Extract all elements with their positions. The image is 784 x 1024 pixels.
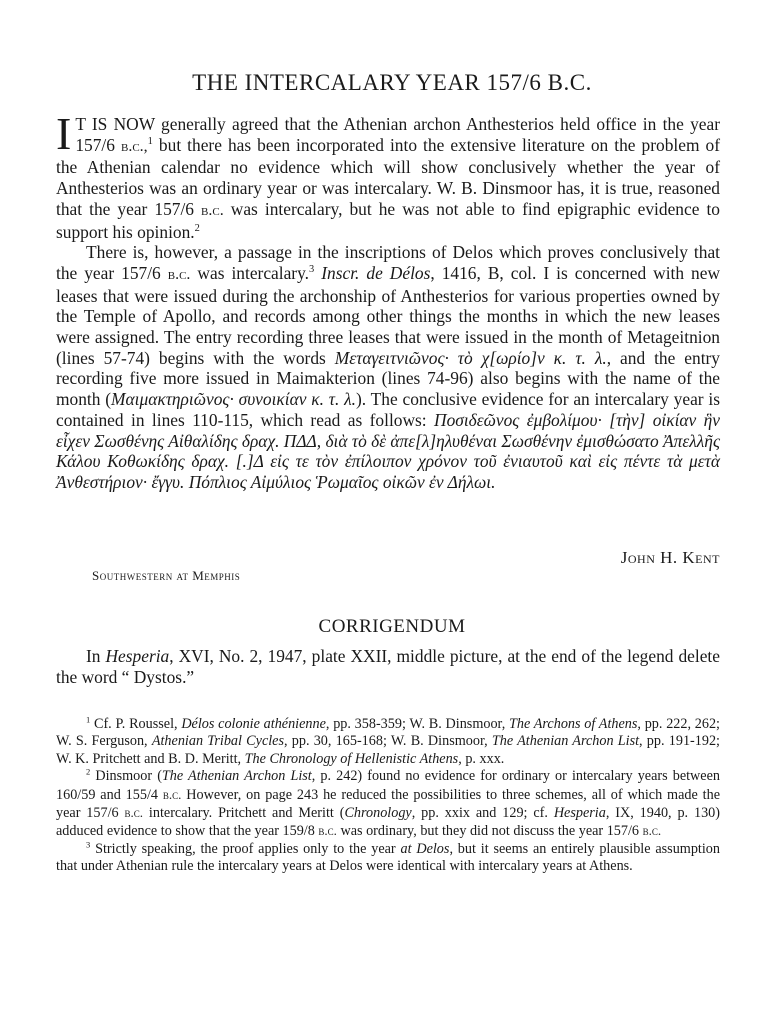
footnote-number: 2 [86,766,91,777]
text-run: , pp. 222, 262; W. S. Ferguson, [56,716,720,750]
journal-title: Hesperia [105,646,170,666]
cited-title: Chronology [344,805,412,822]
text-run: , p. 242) found no evidence for ordinary or intercalary years between 160/59 and 155/4 [56,768,720,803]
footnote-number: 3 [86,839,91,850]
cited-title: The Athenian Archon List [491,733,640,750]
greek-quote: Μαιμακτηριῶνος· συνοικίαν κ. τ. λ. [111,389,357,410]
corrigendum-title: CORRIGENDUM [318,616,466,637]
footnote-ref-3[interactable]: 3 [309,264,315,276]
cited-title: Délos colonie athénienne [181,716,326,732]
era-abbrev: b.c. [124,805,144,821]
text-run: Cf. P. Roussel, [90,716,182,732]
corrigendum-paragraph [56,646,720,688]
text-run: In [86,646,106,666]
corrigendum-body [56,646,720,688]
author-signature: John H. Kent [620,548,720,567]
footnote-2 [56,768,720,841]
text-run: Strictly speaking, the proof applies only to the year [90,840,401,857]
text-run: , pp. xxix and 129; cf. [411,805,554,822]
footnote-number: 1 [86,714,91,725]
greek-quote: Μεταγειτνιῶνος· τὸ χ[ωρίο]ν κ. τ. λ. [334,347,607,368]
text-run: , 1416, B, col. I is concerned with new leases that were issued during the archonship of Anthesterios for various properties owned by the Temple of Apollo, and records among other things the months in which the new leases were assigned. The entry recording three leases that were issued in the month of Metageitnion (lines 57-74) begins with the words [56,262,721,368]
text-run: was intercalary, but he was not able to find epigraphic evidence to support his opinion. [56,198,720,242]
drop-cap: I [56,108,72,159]
article-title: THE INTERCALARY YEAR 157/6 B.C. [192,70,592,95]
era-abbrev: b.c. [318,823,337,839]
cited-title: The Archons of Athens [509,716,638,732]
text-run: , p. xxx. [458,750,505,767]
text-run: ). The conclusive evidence for an intercalary year is contained in lines 110-115, which read as follows: [56,389,720,430]
cited-title: Athenian Tribal Cycles [151,733,284,750]
emphasis: at Delos [400,840,450,857]
footnote-ref-2[interactable]: 2 [194,222,200,234]
text-run: Dinsmoor ( [90,768,162,785]
text-run: , and the entry recording five more issued in Maimakterion (lines 74-96) also begins with the name of the month ( [56,347,721,410]
footnote-3 [56,841,720,876]
text-run: was ordinary, but they did not discuss the year 157/6 [336,823,643,840]
text-run: , pp. 191-192; W. K. Pritchett and B. D. Meritt, [56,733,720,767]
article-body [56,108,721,493]
cited-title: Hesperia [553,805,606,822]
paragraph-1 [56,108,720,242]
era-abbrev: b.c. [162,786,182,802]
text-run: T IS NOW generally agreed that the Athenian archon Anthesterios held office in the year 157/6 [75,114,720,155]
text-run: but there has been incorporated into the extensive literature on the problem of the Athenian calendar no evidence which will show conclusively whether the year of Anthesterios was an ordinary year or was intercalary. W. B. Dinsmoor has, it is true, reasoned that the year 157/6 [56,134,720,219]
text-run: intercalary. Pritchett and Meritt ( [143,805,345,822]
era-abbrev: b.c. [642,823,662,839]
inscription-citation: Inscr. de Délos [321,262,431,283]
text-run: , XVI, No. 2, 1947, plate XXII, middle picture, at the end of the legend delete the word “ Dystos.” [56,646,720,687]
greek-quote: Ποσιδεῶνος ἐμβολίμου· [τὴν] οἰκίαν ἣν εἶχεν Σωσθένης Αἰθαλίδης δραχ. ΠΔΔ, διὰ τὸ δὲ ἀπε[λ]ηλυθέναι Σωσθένην ἐμισθώσατο Ἀπελλῆς Κάλου Κοθωκίδης δραχ. [.]Δ εἰς τε τὸν ἐπίλοιπον χρόνον τοῦ ἐνιαυτοῦ καὶ εἰς πέντε τὰ μετὰ Ἀνθεστήριον· ἔγγυ. Πόπλιος Αἰμύλιος Ῥωμαῖος οἰκῶν ἐν Δήλωι. [56,409,720,492]
author-affiliation: Southwestern at Memphis [92,568,241,583]
era-abbrev: b.c., [120,137,148,155]
text-run: was intercalary. [190,262,310,283]
paragraph-2 [56,242,720,492]
text-run: , but it seems an entirely plausible assumption that under Athenian rule the intercalary years at Delos were identical with intercalary years at Athens. [56,840,720,875]
era-abbrev: b.c. [201,201,224,219]
footnote-ref-1[interactable]: 1 [147,135,153,147]
cited-title: The Chronology of Hellenistic Athens [244,750,459,767]
text-run: However, on page 243 he reduced the possibilities to three schemes, all of which made the year 157/6 [56,786,720,822]
text-run: , IX, 1940, p. 130) adduced evidence to show that the year 159/8 [56,805,720,840]
text-run: There is, however, a passage in the inscriptions of Delos which proves conclusively that the year 157/6 [56,242,720,283]
text-run: , pp. 358-359; W. B. Dinsmoor, [325,716,509,732]
footnotes [56,716,720,876]
text-run: , pp. 30, 165-168; W. B. Dinsmoor, [284,733,492,750]
footnote-1 [56,716,720,768]
era-abbrev: b.c. [167,265,191,283]
cited-title: The Athenian Archon List [161,768,312,785]
